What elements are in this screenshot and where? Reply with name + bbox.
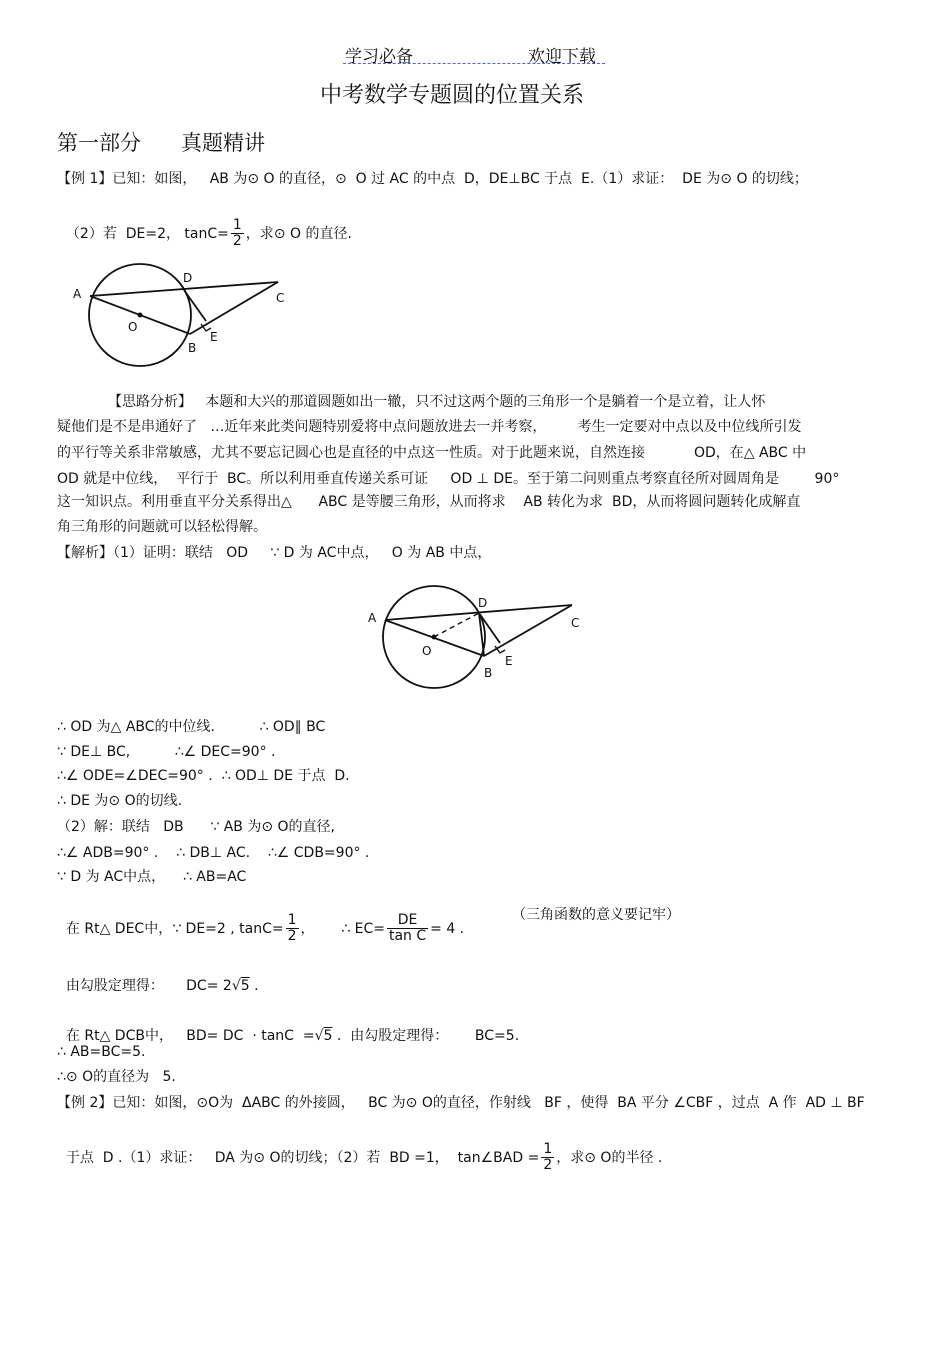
label-d: D xyxy=(478,596,488,610)
solution-step-10 xyxy=(57,1006,519,1046)
step-8-a: 在 Rt△ DEC中，∵ DE=2 , tanC= xyxy=(65,920,284,937)
step-9-b: . xyxy=(249,978,259,994)
figure-1-diagram xyxy=(60,255,310,375)
solution-step-8 xyxy=(57,893,464,945)
example-2-line-1: 【例 2】已知：如图，⊙O为 ΔABC 的外接圆， BC 为⊙ O的直径，作射线 BF ，使得 BA 平分 ∠CBF ，过点 A 作 AD ⊥ BF xyxy=(57,1095,865,1111)
fraction-one-half: $\frac{1}{2}$ xyxy=(543,1141,553,1174)
dashed-segment-od xyxy=(434,613,479,637)
solution-step-4: ∴ DE 为⊙ O的切线. xyxy=(57,793,183,809)
solution-step-11: ∴ AB=BC=5. xyxy=(57,1044,146,1060)
analysis-line-4: OD 就是中位线， 平行于 BC。所以利用垂直传递关系可证 OD ⊥ DE。至于第二问则重点考察直径所对圆周角是 90° xyxy=(57,471,840,487)
label-b: B xyxy=(188,341,197,355)
solution-step-1: ∴ OD 为△ ABC的中位线. ∴ OD∥ BC xyxy=(57,719,326,735)
radicand: 5 xyxy=(323,1028,333,1044)
solution-step-9 xyxy=(57,956,259,996)
step-10-a: 在 Rt△ DCB中， BD= DC · tanC = xyxy=(65,1028,315,1044)
radicand: 5 xyxy=(240,978,250,994)
label-d: D xyxy=(183,271,193,285)
fraction-de-over-tanc: $\frac{DE}{\text{tan C}}$ xyxy=(388,912,427,945)
label-b: B xyxy=(484,666,493,680)
step-10-b: . 由勾股定理得： BC=5. xyxy=(332,1028,520,1044)
solution-step-12: ∴⊙ O的直径为 5. xyxy=(57,1069,176,1085)
fraction-one-half: $\frac{1}{2}$ xyxy=(287,912,297,945)
label-o: O xyxy=(422,644,432,658)
solution-step-7: ∵ D 为 AC中点， ∴ AB=AC xyxy=(57,869,247,885)
figure-2-diagram xyxy=(360,585,600,695)
solution-note: （三角函数的意义要记牢） xyxy=(512,907,680,923)
solution-step-2: ∵ DE⊥ BC, ∴∠ DEC=90° . xyxy=(57,744,276,760)
analysis-line-1: 【思路分析】 本题和大兴的那道圆题如出一辙，只不过这两个题的三角形一个是躺着一个是立着，让人怀 xyxy=(108,394,766,410)
example-1-line-1: 【例 1】已知：如图， AB 为⊙ O 的直径，⊙ O 过 AC 的中点 D，DE⊥BC 于点 E.（1）求证： DE 为⊙ O 的切线； xyxy=(57,171,808,187)
label-o: O xyxy=(128,320,138,334)
step-8-b: ， ∴ EC= xyxy=(300,920,385,937)
analysis-line-2: 疑他们是不是串通好了 …近年来此类问题特别爱将中点问题放进去一并考察， 考生一定要对中点以及中位线所引发 xyxy=(57,419,802,435)
segment-de xyxy=(184,290,206,321)
example-1-line-2 xyxy=(57,198,352,250)
fraction-one-half: $\frac{1}{2}$ xyxy=(232,217,242,250)
label-c: C xyxy=(276,291,285,305)
label-e: E xyxy=(210,330,218,344)
step-8-c: = 4 . xyxy=(430,920,465,937)
step-9-a: 由勾股定理得： DC= 2 xyxy=(65,978,232,994)
example-2-line-2 xyxy=(57,1122,662,1174)
analysis-line-3: 的平行等关系非常敏感，尤其不要忘记圆心也是直径的中点这一性质。对于此题来说，自然连接 OD，在△ ABC 中 xyxy=(57,445,807,461)
center-point-o xyxy=(138,313,143,318)
sqrt-sign: √ xyxy=(231,978,241,994)
label-a: A xyxy=(368,611,377,625)
label-e: E xyxy=(505,654,513,668)
section-heading: 第一部分 真题精讲 xyxy=(57,131,266,155)
solution-step-3: ∴∠ ODE=∠DEC=90° . ∴ OD⊥ DE 于点 D. xyxy=(57,768,350,784)
solution-step-5: （2）解：联结 DB ∵ AB 为⊙ O的直径, xyxy=(57,819,335,835)
example-2-line-2-b: ，求⊙ O的半径 . xyxy=(556,1149,663,1166)
sqrt-sign: √ xyxy=(314,1028,324,1044)
center-point-o xyxy=(432,635,437,640)
header-left: 学习必备 xyxy=(345,47,413,67)
header-underline xyxy=(343,63,605,64)
solution-heading: 【解析】（1）证明：联结 OD ∵ D 为 AC中点， O 为 AB 中点， xyxy=(57,545,492,561)
example-2-line-2-a: 于点 D .（1）求证： DA 为⊙ O的切线；（2）若 BD =1， tan∠BAD = xyxy=(65,1149,540,1166)
solution-step-6: ∴∠ ADB=90° . ∴ DB⊥ AC. ∴∠ CDB=90° . xyxy=(57,845,370,861)
analysis-line-5: 这一知识点。利用垂直平分关系得出△ ABC 是等腰三角形，从而将求 AB 转化为求 BD，从而将圆问题转化成解直 xyxy=(57,494,801,510)
header-right: 欢迎下载 xyxy=(528,47,596,67)
example-1-line-2-a: （2）若 DE=2， tanC= xyxy=(65,225,229,242)
analysis-line-6: 角三角形的问题就可以轻松得解。 xyxy=(57,519,267,535)
page-title: 中考数学专题圆的位置关系 xyxy=(320,83,585,108)
label-a: A xyxy=(73,287,82,301)
example-1-line-2-b: ，求⊙ O 的直径. xyxy=(245,225,352,242)
label-c: C xyxy=(571,616,580,630)
